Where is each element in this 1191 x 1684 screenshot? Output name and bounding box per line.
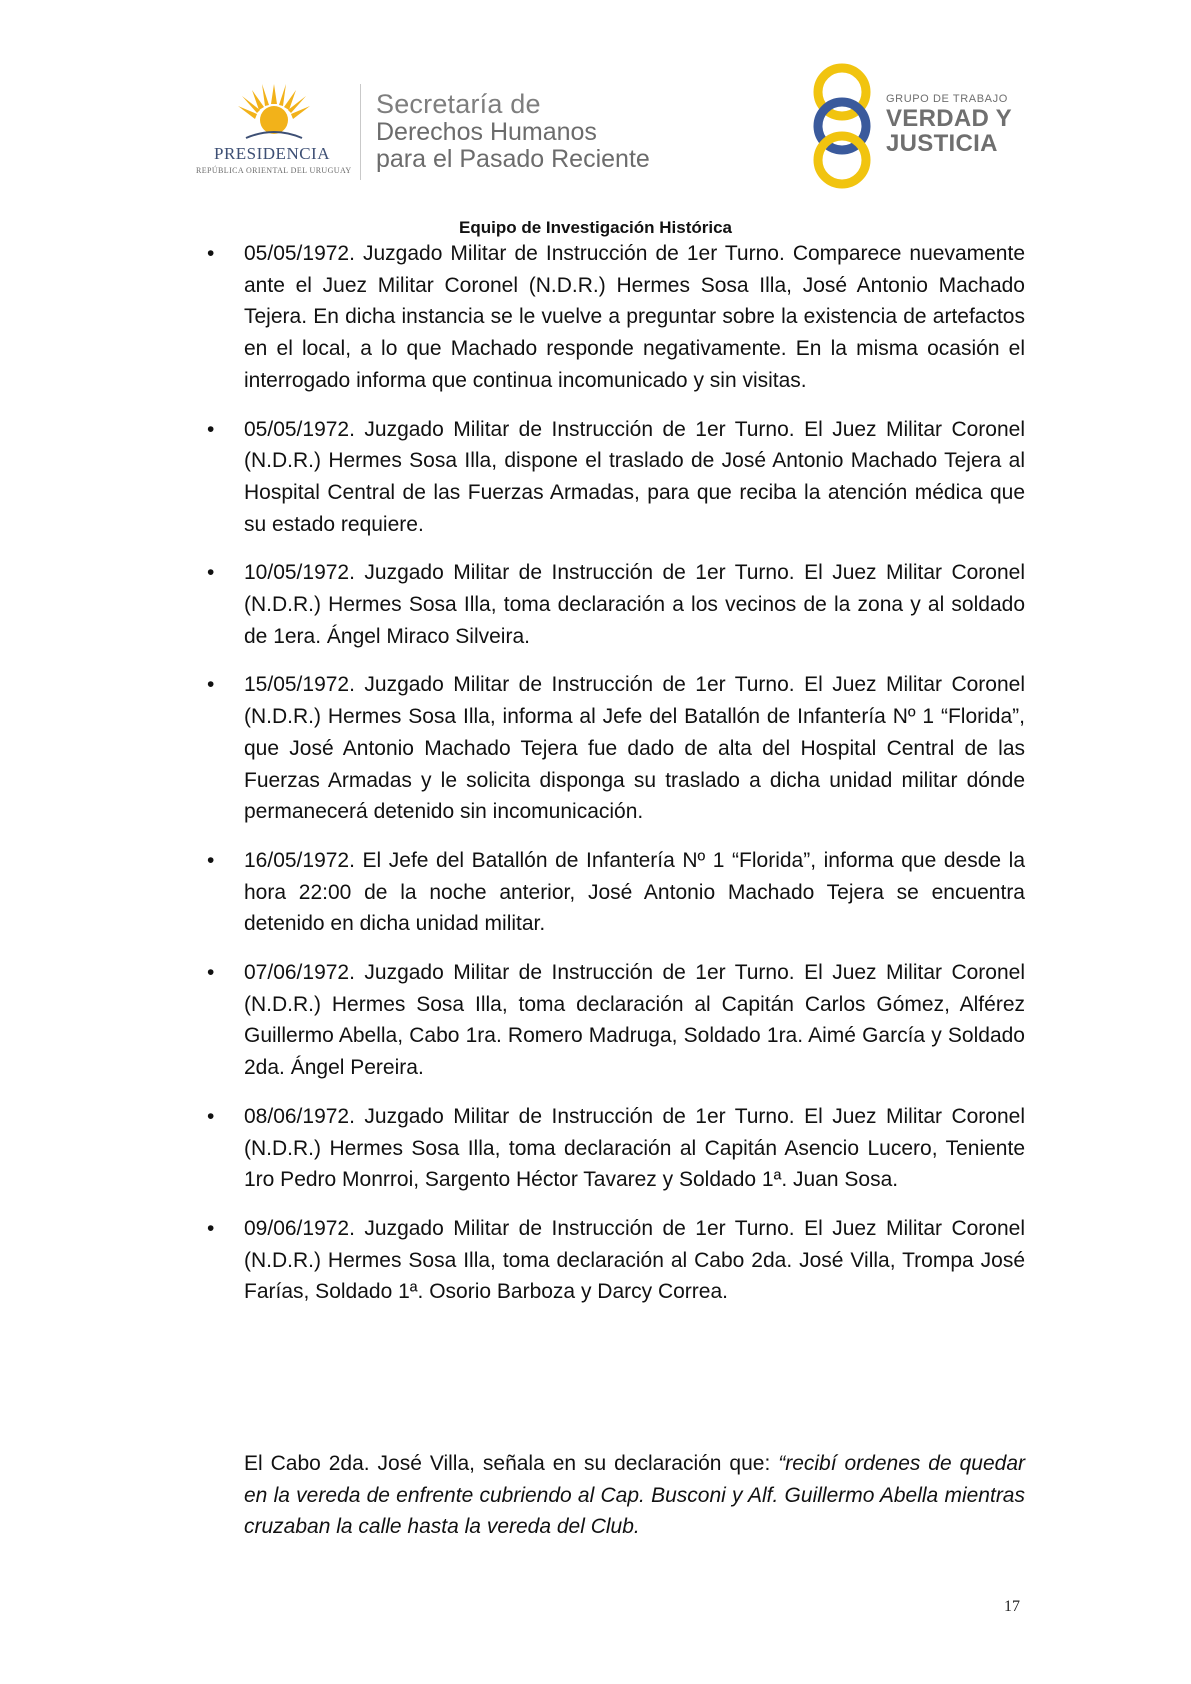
bullet-icon: • — [207, 848, 215, 872]
presidencia-subtitle: REPÚBLICA ORIENTAL DEL URUGUAY — [196, 166, 352, 175]
secretaria-line-2: Derechos Humanos — [376, 118, 597, 146]
entry-text: 10/05/1972. Juzgado Militar de Instrucción de 1er Turno. El Juez Militar Coronel (N.D.R.) Hermes Sosa Illa, toma declaración a los vecinos de la zona y al soldado de 1era. Ángel Miraco Silveira. — [244, 561, 1025, 648]
grupo-trabajo-text — [886, 92, 1012, 156]
page-number: 17 — [1004, 1598, 1020, 1615]
list-item — [207, 1101, 1025, 1196]
bullet-icon: • — [207, 1216, 215, 1240]
entry-text: 08/06/1972. Juzgado Militar de Instrucción de 1er Turno. El Juez Militar Coronel (N.D.R.) Hermes Sosa Illa, toma declaración al Capitán Asencio Lucero, Teniente 1ro Pedro Monrroi, Sargento Héctor Tavarez y Soldado 1ª. Juan Sosa. — [244, 1104, 1025, 1192]
grupo-trabajo-line-2: JUSTICIA — [886, 130, 998, 157]
grupo-trabajo-small: GRUPO DE TRABAJO — [886, 93, 1008, 105]
header-divider — [360, 84, 361, 180]
entry-text: 09/06/1972. Juzgado Militar de Instrucción de 1er Turno. El Juez Militar Coronel (N.D.R.) Hermes Sosa Illa, toma declaración al Cabo 2da. José Villa, Trompa José Farías, Soldado 1ª. Osorio Barboza y Darcy Correa. — [244, 1216, 1025, 1304]
bullet-icon: • — [207, 561, 215, 585]
list-item — [207, 957, 1025, 1084]
grupo-trabajo-logo — [810, 62, 1030, 192]
bullet-icon: • — [207, 1104, 215, 1128]
entry-text: 16/05/1972. El Jefe del Batallón de Infantería Nº 1 “Florida”, informa que desde la hora 22:00 de la noche anterior, José Antonio Machado Tejera se encuentra detenido en dicha unidad militar. — [244, 848, 1025, 936]
sun-icon — [236, 82, 312, 146]
list-item — [207, 557, 1025, 652]
secretaria-line-3: para el Pasado Reciente — [376, 145, 650, 173]
bullet-icon: • — [207, 673, 215, 697]
list-item — [207, 669, 1025, 828]
bullet-icon: • — [207, 961, 215, 985]
bullet-icon: • — [207, 417, 215, 441]
rings-icon — [810, 62, 874, 190]
secretaria-line-1: Secretaría de — [376, 89, 541, 119]
team-title: Equipo de Investigación Histórica — [459, 218, 732, 237]
entry-text: 15/05/1972. Juzgado Militar de Instrucción de 1er Turno. El Juez Militar Coronel (N.D.R.) Hermes Sosa Illa, informa al Jefe del Batallón de Infantería Nº 1 “Florida”, que José Antonio Machado Tejera fue dado de alta del Hospital Central de las Fuerzas Armadas y le solicita disponga su traslado a dicha unidad militar dónde permanecerá detenido sin incomunicación. — [244, 673, 1025, 824]
final-paragraph-intro: El Cabo 2da. José Villa, señala en su declaración que: — [244, 1452, 779, 1475]
list-item — [207, 414, 1025, 541]
bullet-icon: • — [207, 242, 215, 265]
entry-text: 05/05/1972. Juzgado Militar de Instrucción de 1er Turno. Comparece nuevamente ante el Juez Militar Coronel (N.D.R.) Hermes Sosa Illa, José Antonio Machado Tejera. En dicha instancia se le vuelve a preguntar sobre la existencia de artefactos en el local, a lo que Machado responde negativamente. En la misma ocasión el interrogado informa que continua incomunicado y sin visitas. — [244, 242, 1025, 392]
presidencia-name: PRESIDENCIA — [213, 144, 330, 163]
final-paragraph-quote: “recibí ordenes de quedar en la vereda de enfrente cubriendo al Cap. Busconi y Alf. Guillermo Abella mientras cruzaban la calle hasta la vereda del Club. — [244, 1452, 1025, 1539]
secretaria-logo-text — [376, 90, 716, 173]
presidencia-logo — [196, 82, 352, 182]
list-item — [207, 845, 1025, 940]
grupo-trabajo-line-1: VERDAD Y — [886, 105, 1012, 132]
entry-list — [207, 238, 1025, 1325]
list-item — [207, 1213, 1025, 1308]
entry-text: 07/06/1972. Juzgado Militar de Instrucción de 1er Turno. El Juez Militar Coronel (N.D.R.) Hermes Sosa Illa, toma declaración al Capitán Carlos Gómez, Alférez Guillermo Abella, Cabo 1ra. Romero Madruga, Soldado 1ra. Aimé García y Soldado 2da. Ángel Pereira. — [244, 961, 1025, 1080]
list-item — [207, 238, 1025, 397]
entry-text: 05/05/1972. Juzgado Militar de Instrucción de 1er Turno. El Juez Militar Coronel (N.D.R.) Hermes Sosa Illa, dispone el traslado de José Antonio Machado Tejera al Hospital Central de las Fuerzas Armadas, para que reciba la atención médica que su estado requiere. — [244, 417, 1025, 536]
final-paragraph — [244, 1448, 1025, 1543]
